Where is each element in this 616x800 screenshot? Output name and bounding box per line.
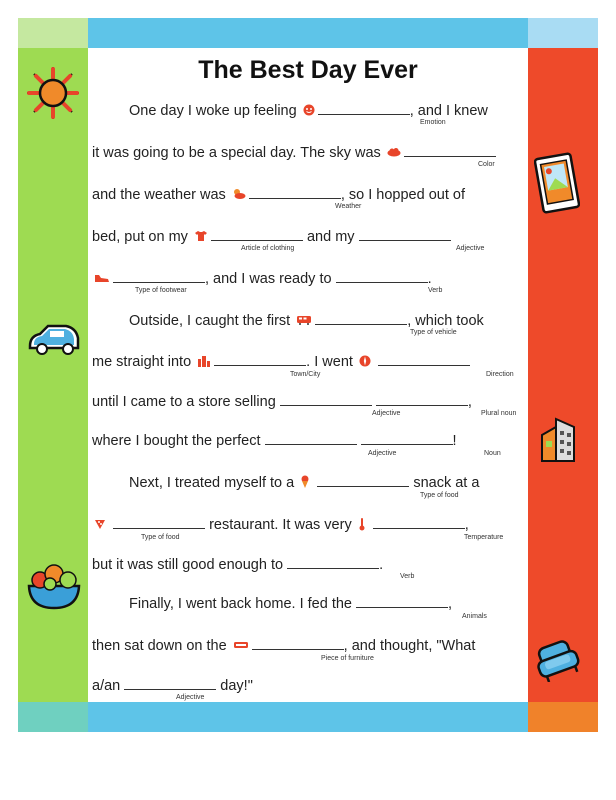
story-line-2 [92,144,496,161]
blank-color[interactable] [404,144,496,157]
blank-emotion[interactable] [318,102,410,115]
hint-emotion: Emotion [420,119,446,126]
blank-animals[interactable] [356,595,448,608]
line-text: , [448,596,453,612]
blank-vehicle[interactable] [315,312,407,325]
story-line-4 [92,228,451,245]
story-line-8 [92,393,472,410]
hint-noun: Noun [484,450,501,457]
hint-adjective-2: Adjective [372,410,401,417]
sofa-icon [233,640,249,650]
story-line-10 [129,474,479,491]
blank-verb-1[interactable] [336,270,428,283]
building-sticker [538,415,580,465]
line-text: ! [452,433,457,449]
page-title: The Best Day Ever [198,56,418,84]
hint-vehicle: Type of vehicle [410,329,457,336]
line-text: , [464,517,469,533]
story-line-6 [129,312,484,329]
smiley-icon [303,104,315,116]
bus-icon [296,315,312,325]
line-text: and my [306,229,355,245]
hint-adjective-4: Adjective [176,694,205,701]
blank-adjective-2[interactable] [280,393,372,406]
blank-adjective-4[interactable] [124,677,216,690]
line-text: One day I woke up feeling [129,103,297,119]
compass-icon [359,355,371,367]
border-bottom-right [528,702,598,732]
ice-cream-icon [300,475,310,489]
border-top-left [18,18,88,48]
line-text: Outside, I caught the first [129,313,291,329]
blank-food-1[interactable] [317,474,409,487]
hint-verb-2: Verb [400,573,415,580]
line-text: and the weather was [92,187,226,203]
blank-clothing[interactable] [211,228,303,241]
line-text: , [467,394,472,410]
border-bottom [88,702,528,732]
story-line-12 [92,556,383,573]
line-text: restaurant. It was very [209,517,352,533]
line-text: snack at a [413,475,480,491]
line-text: . I went [306,354,353,370]
hint-food-2: Type of food [141,534,180,541]
blank-verb-2[interactable] [287,556,379,569]
line-text: , and thought, "What [343,638,476,654]
hint-weather: Weather [335,203,362,210]
shirt-icon [194,230,208,242]
line-text: but it was still good enough to [92,557,284,573]
blank-direction[interactable] [378,353,470,366]
story-line-3 [92,186,465,203]
story-line-14 [92,637,475,654]
hint-footwear: Type of footwear [135,287,187,294]
hint-direction: Direction [486,371,514,378]
line-text: , and I knew [409,103,488,119]
blank-adjective-3[interactable] [265,432,357,445]
hint-temperature: Temperature [464,534,504,541]
story-line-1 [129,102,488,119]
hint-town: Town/City [290,371,321,378]
hint-furniture: Piece of furniture [321,655,374,662]
sun-sticker [24,64,82,122]
hint-adjective-1: Adjective [456,245,485,252]
blank-temperature[interactable] [373,516,465,529]
border-top [88,18,528,48]
story-line-9 [92,432,457,449]
story-line-13 [129,595,452,612]
hint-adjective-3: Adjective [368,450,397,457]
hint-food-1: Type of food [420,492,459,499]
thermometer-icon [358,517,366,531]
blank-noun[interactable] [361,432,453,445]
line-text: until I came to a store selling [92,394,276,410]
line-text: a/an [92,678,121,694]
city-icon [197,355,211,367]
shoe-icon [94,273,110,283]
blank-furniture[interactable] [252,637,344,650]
line-text: , so I hopped out of [340,187,465,203]
line-text: day!" [220,678,253,694]
line-text: , which took [407,313,484,329]
blank-weather[interactable] [249,186,341,199]
line-text: Finally, I went back home. I fed the [129,596,352,612]
border-top-right [528,18,598,48]
armchair-sticker [534,638,580,682]
border-bottom-left [18,702,88,732]
line-text: bed, put on my [92,229,188,245]
fruit-bowl-sticker [26,560,82,610]
blank-plural-noun[interactable] [376,393,468,406]
border-right [528,48,598,702]
car-sticker [26,322,82,358]
hint-verb-1: Verb [428,287,443,294]
line-text: , and I was ready to [205,271,332,287]
hint-plural-noun: Plural noun [481,410,517,417]
line-text: . [427,271,432,287]
blank-food-2[interactable] [113,516,205,529]
story-line-11 [92,516,469,533]
line-text: Next, I treated myself to a [129,475,295,491]
hint-clothing: Article of clothing [241,245,295,252]
story-line-7 [92,353,470,370]
line-text: it was going to be a special day. The sky was [92,145,381,161]
blank-town[interactable] [214,353,306,366]
hint-animals: Animals [462,613,487,620]
sun-cloud-icon [232,188,246,200]
hint-color: Color [478,161,495,168]
line-text: then sat down on the [92,638,227,654]
picture-frame-sticker [534,152,580,214]
line-text: where I bought the perfect [92,433,261,449]
line-text: me straight into [92,354,192,370]
blank-adjective-1[interactable] [359,228,451,241]
blank-footwear[interactable] [113,270,205,283]
pizza-icon [94,518,106,530]
story-line-15 [92,677,253,694]
line-text: . [379,557,384,573]
cloud-icon [387,147,401,157]
story-line-5 [92,270,432,287]
